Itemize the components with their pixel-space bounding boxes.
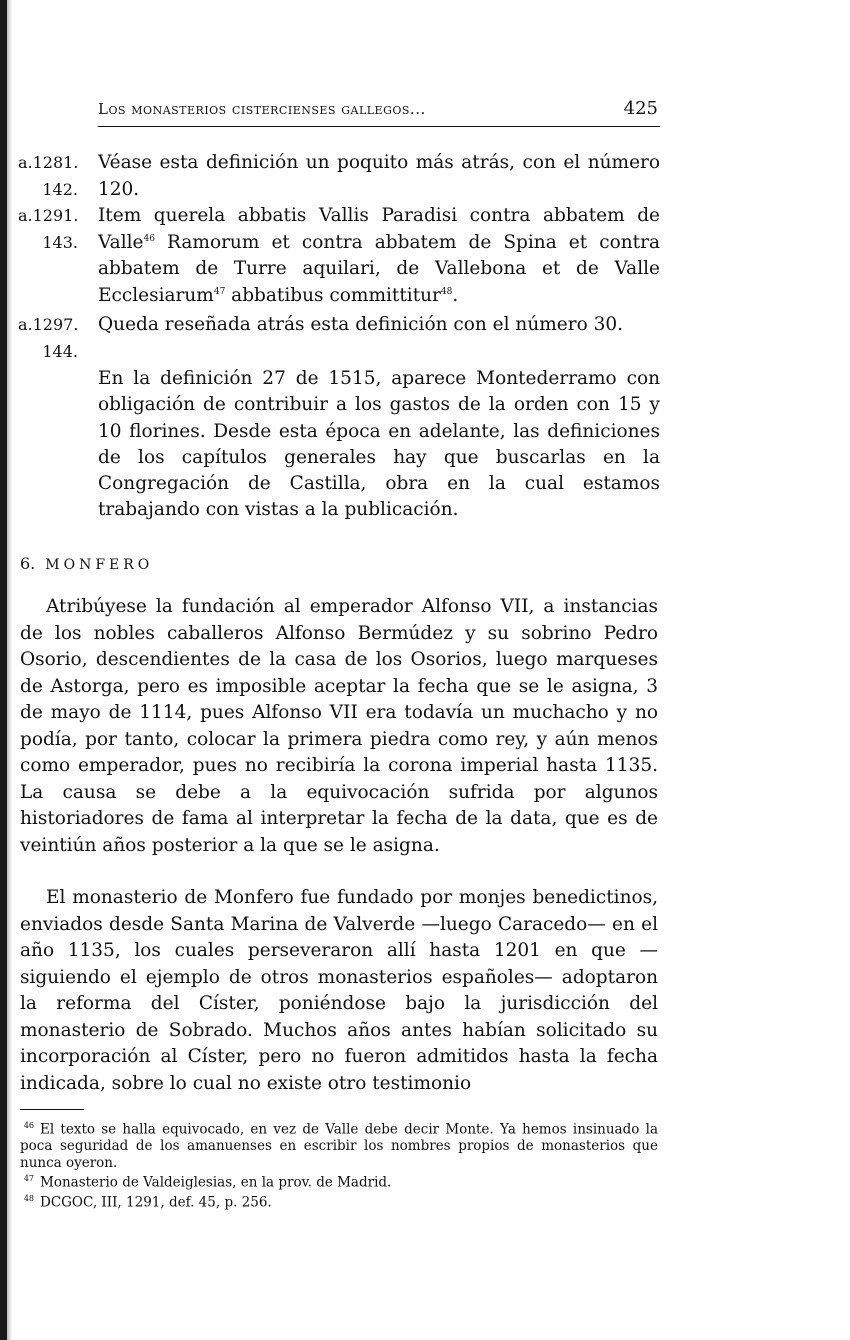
body-paragraph: Atribúyese la fundación al emperador Alfonso VII, a instancias de los nobles caballeros Alfonso Bermúdez y su sobrino Pedro Osorio, descendientes de la casa de los Osorios, luego marqueses de Astorga, pero es imposible aceptar la fecha que se le asigna, 3 de mayo de 1114, pues Alfonso VII era todavía un muchacho y no podía, por tanto, colocar la primera piedra como rey, y aún menos como emperador, pues no recibiría la corona imperial hasta 1135. La causa se debe a la equivocación sufrida por algunos historiadores de fama al interpretar la fecha de la data, que es de veintiún años posterior a la que se le asigna.: [20, 596, 658, 856]
page-binding-edge: [0, 0, 7, 1340]
footnote: [20, 1191, 658, 1211]
footnote-text: Monasterio de Valdeiglesias, en la prov. de Madrid.: [40, 1174, 392, 1191]
footnote-number: 46: [23, 1121, 34, 1130]
entry-text-part: Item querela abbatis Vallis Paradisi contra abbatem de Valle: [98, 205, 660, 253]
footnote-reference: 47: [213, 286, 226, 297]
continuation-paragraph: En la definición 27 de 1515, aparece Montederramo con obligación de contribuir a los gastos de la orden con 15 y 10 florines. Desde esta época en adelante, las definiciones de los capítulos generales hay que buscarlas en la Congregación de Castilla, obra en la cual estamos trabajando con vistas a la publicación.: [98, 368, 660, 521]
footnote-reference: 46: [143, 233, 155, 244]
footnote: [20, 1171, 658, 1191]
section-number: 6.: [20, 554, 36, 573]
running-title: Los monasterios cistercienses gallegos...: [98, 100, 426, 118]
footnote-reference: 48: [440, 286, 453, 297]
footnote-text: El texto se halla equivocado, en vez de Valle debe decir Monte. Ya hemos insinuado la poca seguridad de los amanuenses en escribir los nombres propios de monasterios que nunca oyeron.: [20, 1121, 658, 1171]
footnote: [20, 1118, 658, 1171]
entry-text-part: abbatibus committitur: [225, 284, 441, 306]
footnote-number: 48: [23, 1194, 34, 1203]
page-number: 425: [623, 98, 658, 119]
body-paragraph: El monasterio de Monfero fue fundado por monjes benedictinos, enviados desde Santa Marina de Valverde —luego Caracedo— en el año 1135, los cuales perseveraron allí hasta 1201 en que —siguiendo el ejemplo de otros monasterios españoles— adoptaron la reforma del Císter, poniéndose bajo la jurisdicción del monasterio de Sobrado. Muchos años antes habían solicitado su incorporación al Císter, pero no fueron admitidos hasta la fecha indicada, sobre lo cual no existe otro testimonio: [20, 887, 658, 1094]
footnote-number: 47: [23, 1174, 34, 1183]
footnote-divider: [20, 1109, 84, 1110]
entry-text: [98, 203, 660, 309]
section-title: MONFERO: [45, 557, 154, 573]
entry-number-label: 144.: [42, 341, 78, 361]
page-header: [98, 96, 660, 127]
entry-number-label: 142.: [42, 179, 78, 199]
footnotes: [20, 1118, 658, 1211]
entry-text-part: .: [452, 284, 459, 306]
entry-year-label: a.1297.: [18, 315, 79, 334]
entry-year-label: a.1281.: [18, 153, 79, 172]
footnote-text: DCGOC, III, 1291, def. 45, p. 256.: [40, 1194, 272, 1211]
page-binding-shadow: [7, 0, 12, 1340]
entry-text: Queda reseñada atrás esta definición con el número 30.: [98, 314, 624, 335]
entry-year-label: a.1291.: [18, 206, 79, 225]
section-heading: [20, 554, 153, 573]
entry-text: Véase esta definición un poquito más atrás, con el número 120.: [98, 152, 660, 200]
entry-text-part: Ramorum et contra abbatem de Spina et contra abbatem de Turre aquilari, de Vallebona et de Valle Ecclesiarum: [98, 231, 660, 306]
entry-number-label: 143.: [42, 232, 78, 252]
